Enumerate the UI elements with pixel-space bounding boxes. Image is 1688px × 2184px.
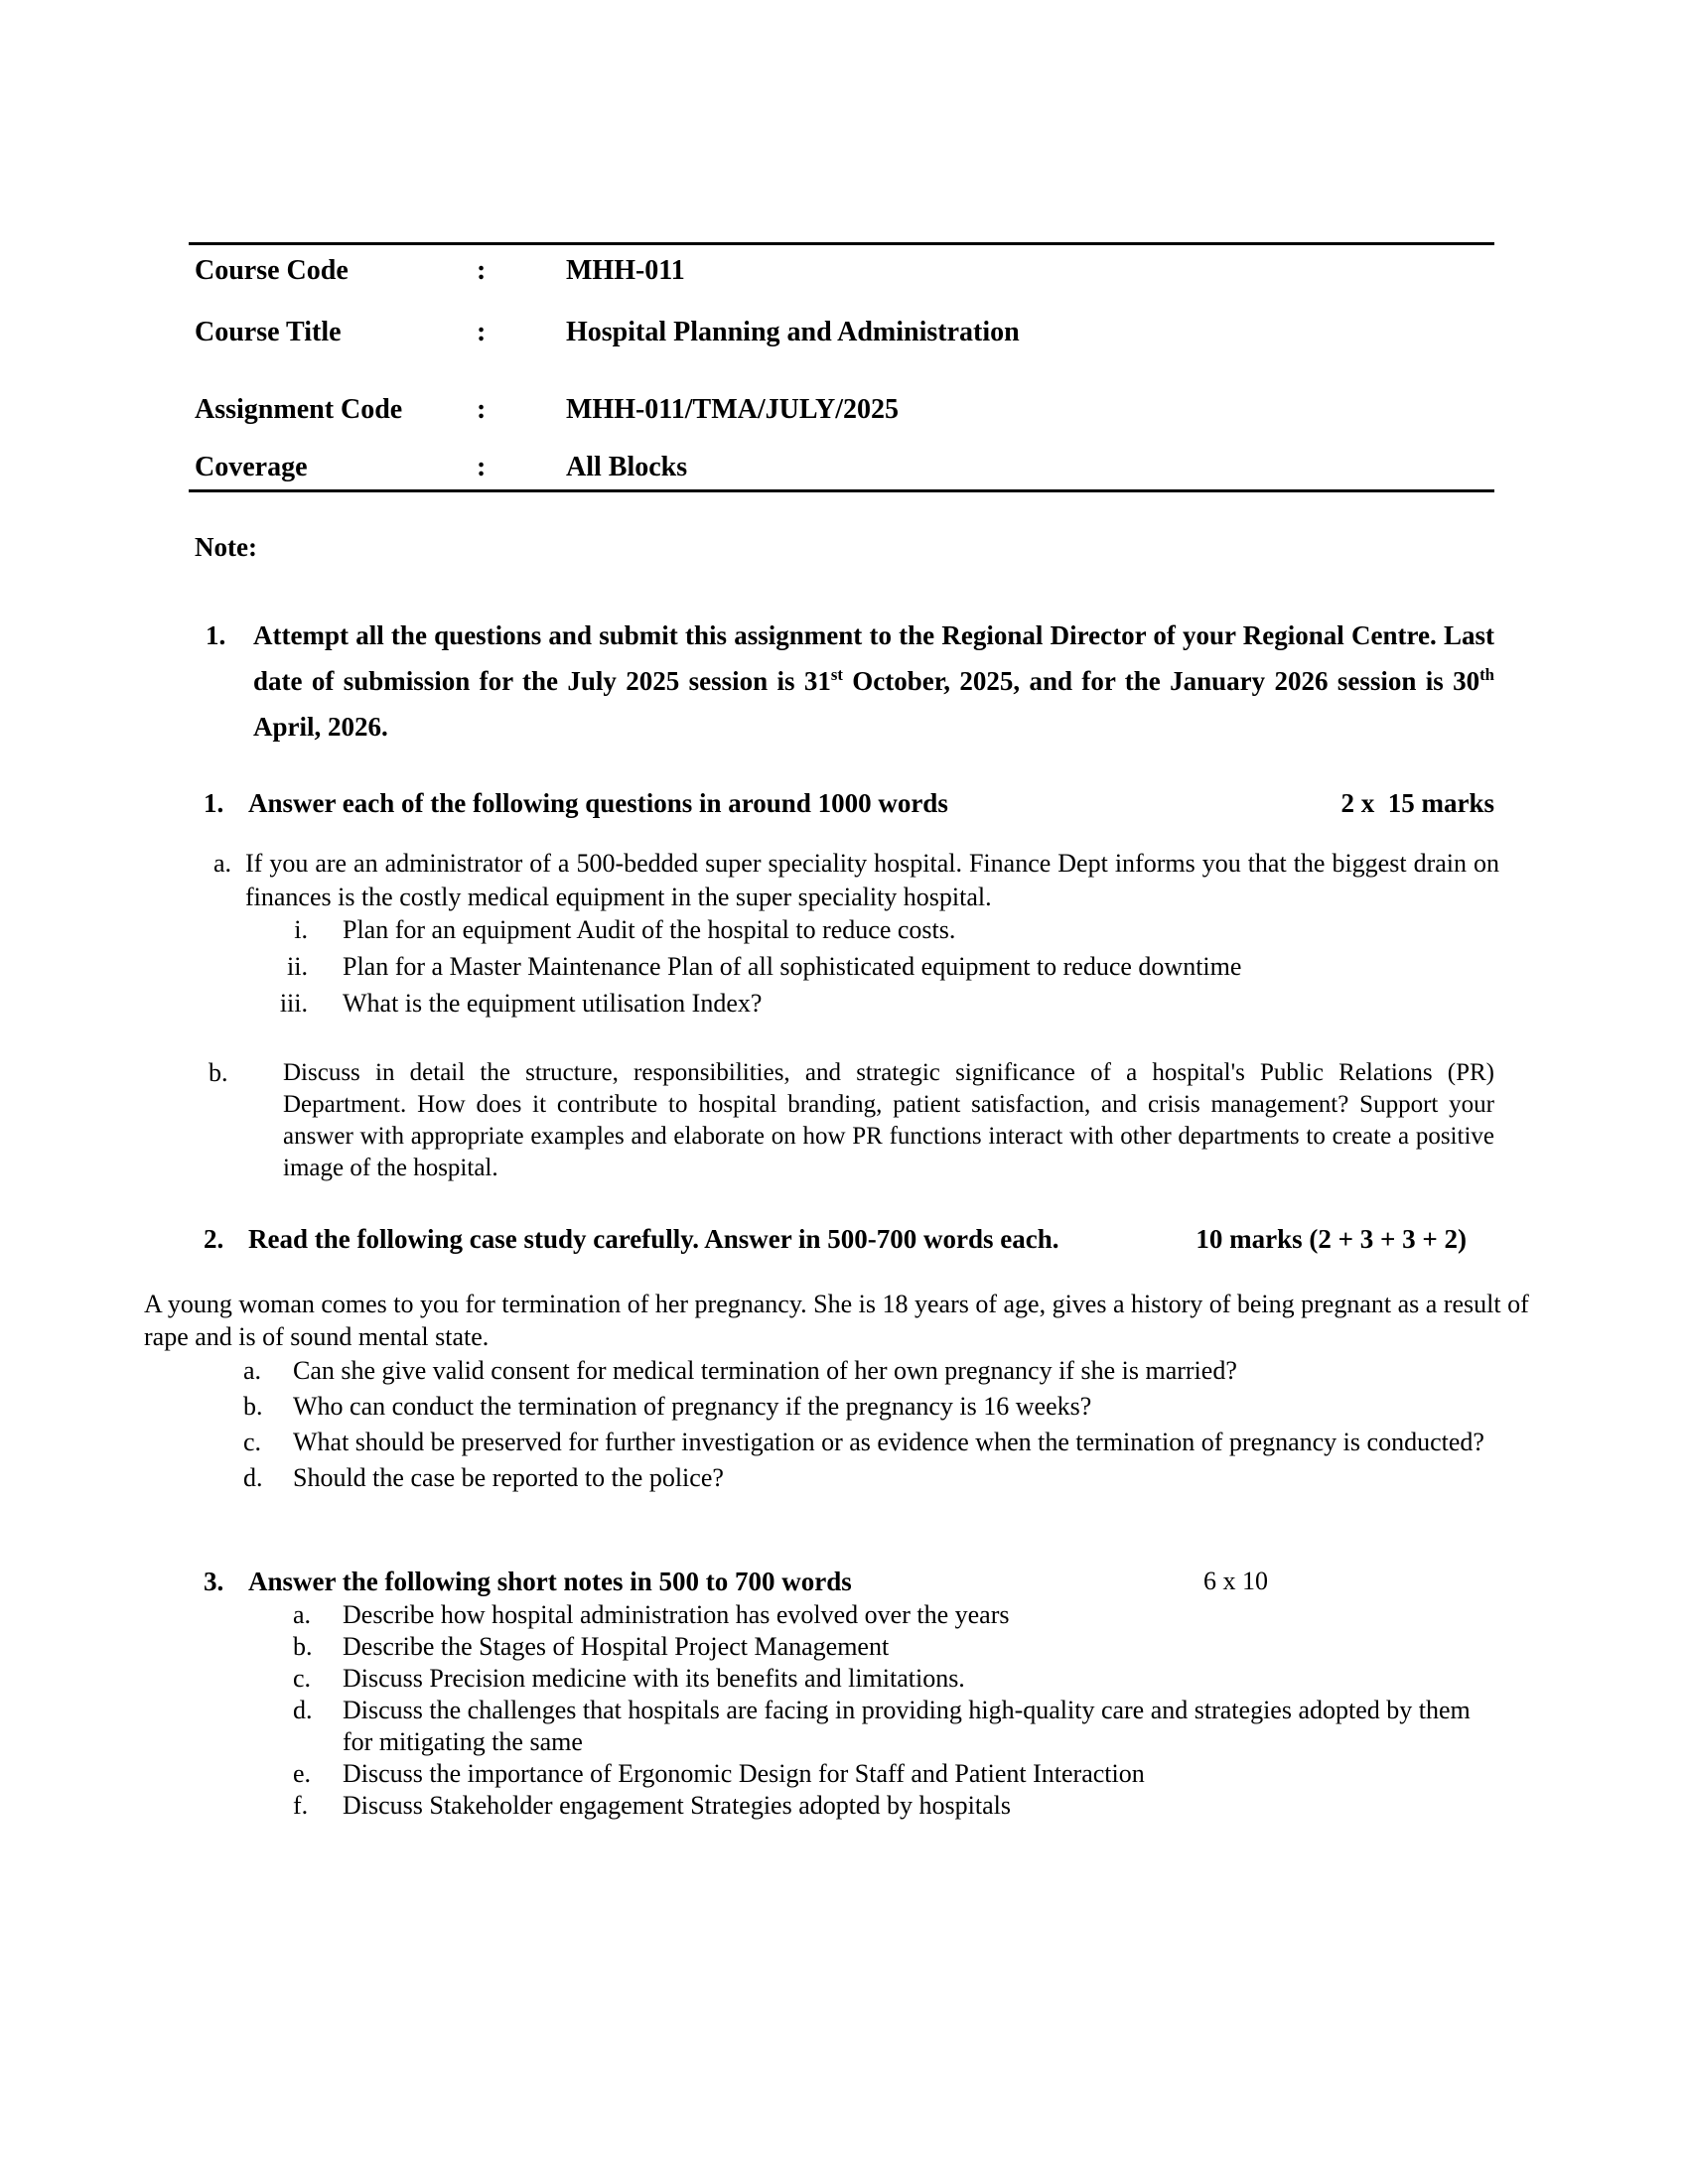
coverage-label: Coverage xyxy=(195,452,308,482)
course-title-label: Course Title xyxy=(195,317,342,347)
question-2d-text: Should the case be reported to the police? xyxy=(293,1463,724,1492)
list-item xyxy=(293,1631,1504,1663)
course-code-value: MHH-011 xyxy=(566,255,685,286)
question-1b-text: Discuss in detail the structure, responsibilities, and strategic significance of a hospital's Public Relations (PR) Department. How does it contribute to hospital branding, patient satisfaction, and crisis management? Support your answer with appropriate examples and elaborate on how PR functions interact with other departments to create a positive image of the hospital. xyxy=(283,1059,1494,1181)
question-2-number: 2. xyxy=(204,1224,224,1254)
question-1-marks: 2 x 15 marks xyxy=(1340,788,1494,818)
question-3-number: 3. xyxy=(204,1567,224,1596)
course-title-value: Hospital Planning and Administration xyxy=(566,317,1020,347)
note-item-number: 1. xyxy=(206,620,226,650)
list-item xyxy=(293,1758,1504,1790)
note-text-part3: April, 2026. xyxy=(253,712,388,742)
question-1-title: Answer each of the following questions in around 1000 words xyxy=(248,788,948,818)
question-2b-text: Who can conduct the termination of pregnancy if the pregnancy is 16 weeks? xyxy=(293,1392,1092,1421)
list-item xyxy=(189,988,1494,1020)
question-3c-text: Discuss Precision medicine with its benefits and limitations. xyxy=(343,1664,965,1693)
course-code-label: Course Code xyxy=(195,255,349,286)
note-text-part2: October, 2025, and for the January 2026 session is 30 xyxy=(842,666,1480,696)
question-3d-marker: d. xyxy=(293,1696,313,1724)
note-item xyxy=(206,613,1494,750)
question-3-list xyxy=(0,1599,1688,1822)
question-2-list xyxy=(0,1353,1688,1496)
question-3-heading xyxy=(204,1566,1494,1597)
assignment-code-value: MHH-011/TMA/JULY/2025 xyxy=(566,394,899,425)
sublist-marker-ii: ii. xyxy=(287,952,308,981)
question-3e-text: Discuss the importance of Ergonomic Design for Staff and Patient Interaction xyxy=(343,1759,1145,1788)
note-superscript-th: th xyxy=(1479,665,1494,684)
question-2-title: Read the following case study carefully. Answer in 500-700 words each. xyxy=(248,1224,1059,1254)
question-2a-marker: a. xyxy=(243,1356,262,1385)
course-title-separator: : xyxy=(477,317,487,347)
question-3f-text: Discuss Stakeholder engagement Strategies adopted by hospitals xyxy=(343,1791,1011,1820)
list-item xyxy=(243,1389,1494,1425)
question-3b-text: Describe the Stages of Hospital Project Management xyxy=(343,1632,890,1661)
list-item xyxy=(293,1790,1504,1822)
coverage-separator: : xyxy=(477,452,487,482)
coverage-row xyxy=(195,452,1494,483)
coverage-value: All Blocks xyxy=(566,452,688,482)
question-3-marks: 6 x 10 xyxy=(1203,1567,1268,1595)
note-item-text xyxy=(253,613,1494,750)
list-item xyxy=(243,1460,1494,1496)
sublist-text-ii: Plan for a Master Maintenance Plan of all sophisticated equipment to reduce downtime xyxy=(343,952,1242,981)
assignment-code-row xyxy=(195,394,1494,426)
question-2-marks: 10 marks (2 + 3 + 3 + 2) xyxy=(1196,1224,1467,1254)
question-3a-text: Describe how hospital administration has evolved over the years xyxy=(343,1600,1010,1629)
list-item xyxy=(243,1353,1494,1389)
question-2c-text: What should be preserved for further investigation or as evidence when the termination of pregnancy is conducted? xyxy=(293,1428,1484,1456)
course-code-separator: : xyxy=(477,255,487,286)
question-3-title: Answer the following short notes in 500 to 700 words xyxy=(248,1567,852,1596)
question-1a-marker: a. xyxy=(213,849,232,878)
list-item xyxy=(293,1695,1504,1758)
question-2a-text: Can she give valid consent for medical termination of her own pregnancy if she is married? xyxy=(293,1356,1237,1385)
question-1a-item xyxy=(213,847,1499,914)
question-3e-marker: e. xyxy=(293,1759,312,1788)
list-item xyxy=(293,1599,1504,1631)
list-item xyxy=(293,1663,1504,1695)
question-1a-text: If you are an administrator of a 500-bedded super speciality hospital. Finance Dept informs you that the biggest drain on finances is the costly medical equipment in the super speciality hospital. xyxy=(245,849,1499,911)
question-1b-item xyxy=(209,1057,1494,1184)
sublist-marker-i: i. xyxy=(294,915,308,944)
question-2-heading xyxy=(204,1223,1494,1255)
question-3c-marker: c. xyxy=(293,1664,312,1693)
sublist-text-iii: What is the equipment utilisation Index? xyxy=(343,989,763,1018)
question-1-number: 1. xyxy=(204,788,224,818)
sublist-marker-iii: iii. xyxy=(279,989,308,1018)
list-item xyxy=(189,914,1494,946)
question-3a-marker: a. xyxy=(293,1600,312,1629)
list-item xyxy=(189,951,1494,983)
note-superscript-st: st xyxy=(830,665,843,684)
assignment-code-label: Assignment Code xyxy=(195,394,403,425)
question-3b-marker: b. xyxy=(293,1632,313,1661)
question-2c-marker: c. xyxy=(243,1428,262,1456)
note-heading: Note: xyxy=(195,532,257,562)
course-code-row xyxy=(195,255,1494,287)
question-2d-marker: d. xyxy=(243,1463,263,1492)
question-3f-marker: f. xyxy=(293,1791,309,1820)
question-2b-marker: b. xyxy=(243,1392,263,1421)
course-info-table xyxy=(189,242,1494,492)
assignment-code-separator: : xyxy=(477,394,487,425)
case-study-paragraph: A young woman comes to you for termination of her pregnancy. She is 18 years of age, gives a history of being pregnant as a result of rape and is of sound mental state. xyxy=(144,1290,1529,1351)
course-title-row xyxy=(195,317,1494,348)
list-item xyxy=(243,1425,1494,1460)
question-3d-text: Discuss the challenges that hospitals are facing in providing high-quality care and strategies adopted by them for mitigating the same xyxy=(343,1696,1471,1756)
question-1a-sublist xyxy=(0,914,1688,1020)
sublist-text-i: Plan for an equipment Audit of the hospital to reduce costs. xyxy=(343,915,956,944)
question-1-heading xyxy=(204,787,1494,819)
question-1b-marker: b. xyxy=(209,1058,228,1087)
note-text-part1: Attempt all the questions and submit this assignment to the Regional Director of your Regional Centre. Last date of submission for the July 2025 session is 31 xyxy=(253,620,1494,696)
